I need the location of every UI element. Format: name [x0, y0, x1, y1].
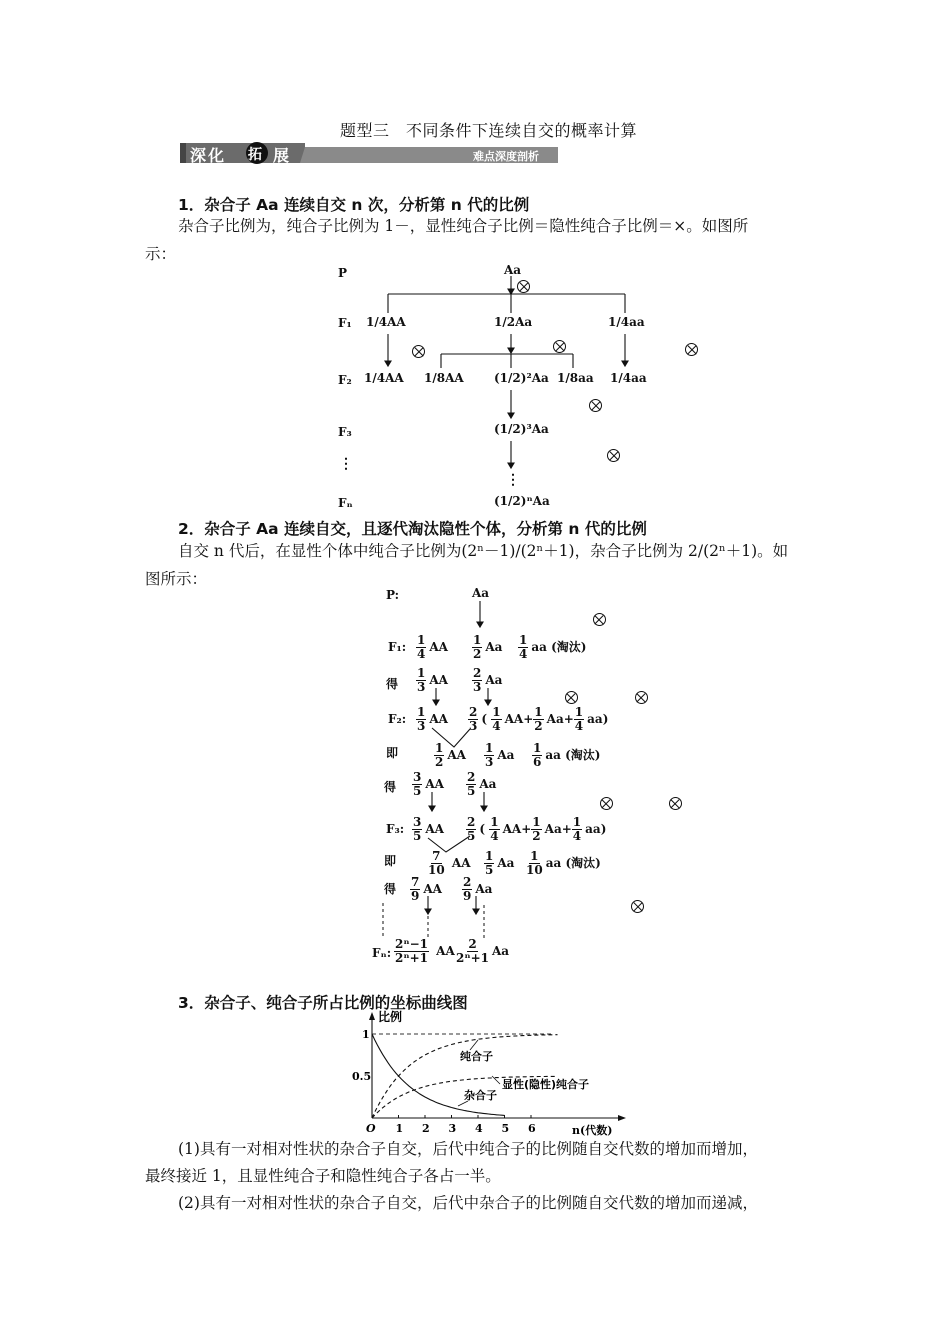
x-tick-label: 3: [448, 1122, 457, 1135]
d2-ji2-aa3-term: $\frac{1}{10}$ aa (淘汰): [526, 849, 601, 877]
d1-f1-item: 1/4aa: [608, 315, 645, 329]
d2-de1-aa-term: $\frac{1}{3}$ AA: [417, 666, 448, 694]
d2-ji1-aa-term: $\frac{1}{2}$ AA: [435, 741, 466, 769]
d1-f2-item: 1/8AA: [424, 371, 464, 385]
x-tick-label: 4: [475, 1122, 483, 1135]
d2-label-p: P:: [386, 588, 400, 602]
self-cross-icon: [593, 613, 606, 626]
section1-text-line1: 杂合子比例为，纯合子比例为 1－，显性纯合子比例＝隐性纯合子比例＝×。如图所: [178, 217, 749, 235]
self-cross-icon: [635, 691, 648, 704]
self-cross-icon: [565, 691, 578, 704]
d2-f1-aa-term: $\frac{1}{4}$ AA: [417, 633, 448, 661]
series-label-hetero: 杂合子: [464, 1089, 497, 1102]
d2-label-de: 得: [386, 677, 399, 691]
d2-ji1-aa2-term: $\frac{1}{3}$ Aa: [485, 741, 515, 769]
d2-ji2-aa-term: $\frac{7}{10}$ AA: [428, 849, 471, 877]
d2-label-f3: F₃:: [386, 822, 405, 836]
d2-label-de: 得: [384, 780, 397, 794]
section3-heading: 3．杂合子、纯合子所占比例的坐标曲线图: [178, 994, 468, 1012]
section-title: 题型三 不同条件下连续自交的概率计算: [340, 121, 638, 140]
d1-p-aa: Aa: [504, 263, 522, 277]
d2-de1-aa2-term: $\frac{2}{3}$ Aa: [473, 666, 503, 694]
self-cross-icon: [600, 797, 613, 810]
x-tick-label: O: [366, 1122, 376, 1135]
y-tick-label: 0.5: [352, 1070, 372, 1083]
d1-fn-item: (1/2)ⁿAa: [494, 494, 550, 508]
d2-ji1-aa3-term: $\frac{1}{6}$ aa (淘汰): [533, 741, 601, 769]
series-label-dominant-pure: 显性(隐性)纯合子: [502, 1078, 590, 1091]
banner-circle-char: 拓: [248, 147, 262, 163]
d1-dots: ⋮: [339, 456, 353, 472]
d2-label-f2: F₂:: [388, 712, 407, 726]
d2-label-ji: 即: [386, 746, 399, 760]
d1-f2-item: 1/4aa: [610, 371, 647, 385]
d2-f2-aa-term: $\frac{1}{3}$ AA: [417, 705, 448, 733]
self-cross-icon: [631, 900, 644, 913]
d1-f2-item: (1/2)²Aa: [494, 371, 549, 385]
d2-label-fn: Fₙ:: [372, 946, 392, 960]
banner-label-right: 展: [273, 146, 290, 165]
self-cross-icon: [669, 797, 682, 810]
banner-tag: 难点深度剖析: [473, 150, 539, 163]
d2-ji2-aa2-term: $\frac{1}{5}$ Aa: [485, 849, 515, 877]
d1-label-f3: F₃: [338, 425, 352, 439]
d1-f2-item: 1/4AA: [364, 371, 404, 385]
d2-de2-aa-term: $\frac{3}{5}$ AA: [413, 770, 444, 798]
d2-f3-expansion: $\frac{2}{5}$ ( $\frac{1}{4}$ AA+ $\frac{1}{2}$ Aa+ $\frac{1}{4}$ aa): [467, 815, 607, 843]
x-tick-label: 5: [501, 1122, 510, 1135]
d1-f2-item: 1/8aa: [557, 371, 594, 385]
banner-label-left: 深化: [190, 146, 227, 165]
x-tick-label: 2: [422, 1122, 430, 1135]
d2-de2-aa2-term: $\frac{2}{5}$ Aa: [467, 770, 497, 798]
x-axis-arrow: [618, 1115, 626, 1121]
x-axis-label: n(代数): [572, 1124, 613, 1137]
d1-label-fn: Fₙ: [338, 496, 353, 510]
section1-heading: 1．杂合子 Aa 连续自交 n 次，分析第 n 代的比例: [178, 196, 530, 214]
section1-text-line2: 示：: [145, 245, 177, 263]
d2-fn-aa-term: $\frac{\text{2ⁿ−1}}{\text{2ⁿ+1}}$ AA: [395, 937, 455, 965]
section2-text-line2: 图所示：: [145, 570, 208, 588]
x-tick-label: 1: [395, 1122, 404, 1135]
d2-de3-aa-term: $\frac{7}{9}$ AA: [411, 875, 442, 903]
d2-fn-aa2-term: $\frac{2}{\text{2ⁿ+1}}$ Aa: [456, 937, 510, 965]
d1-label-f1: F₁: [338, 316, 352, 330]
section2-heading: 2．杂合子 Aa 连续自交，且逐代淘汰隐性个体，分析第 n 代的比例: [178, 520, 647, 538]
y-axis-arrow: [369, 1012, 375, 1020]
leader-line: [458, 1101, 468, 1106]
d2-label-de: 得: [384, 882, 397, 896]
leader-line: [470, 1040, 478, 1050]
d1-dots: ⋮: [506, 472, 520, 488]
series-label-pure: 纯合子: [460, 1050, 493, 1063]
d2-f1-aa3-term: $\frac{1}{4}$ aa (淘汰): [519, 633, 587, 661]
d1-f1-item: 1/2Aa: [494, 315, 533, 329]
d2-p-aa: Aa: [472, 586, 490, 600]
section3-para2-line1: (2)具有一对相对性状的杂合子自交，后代中杂合子的比例随自交代数的增加而递减，: [178, 1194, 758, 1212]
d2-f1-aa2-term: $\frac{1}{2}$ Aa: [473, 633, 503, 661]
section3-para1-line1: (1)具有一对相对性状的杂合子自交，后代中纯合子的比例随自交代数的增加而增加，: [178, 1140, 758, 1158]
series-line: [372, 1035, 558, 1118]
ratio-curve-chart: [340, 1006, 640, 1136]
d1-label-p: P: [338, 266, 348, 280]
d2-f2-expansion: $\frac{2}{3}$ ( $\frac{1}{4}$ AA+ $\frac{1}{2}$ Aa+ $\frac{1}{4}$ aa): [469, 705, 609, 733]
d1-f3-item: (1/2)³Aa: [494, 422, 549, 436]
section3-para1-line2: 最终接近 1，且显性纯合子和隐性纯合子各占一半。: [145, 1167, 501, 1185]
x-tick-label: 6: [528, 1122, 536, 1135]
d2-de3-aa2-term: $\frac{2}{9}$ Aa: [463, 875, 493, 903]
section2-text-line1: 自交 n 代后，在显性个体中纯合子比例为(2ⁿ－1)/(2ⁿ＋1)，杂合子比例为 2/(2ⁿ＋1)。如: [178, 542, 789, 560]
d1-f1-item: 1/4AA: [366, 315, 406, 329]
d2-label-f1: F₁:: [388, 640, 407, 654]
y-axis-label: 比例: [378, 1010, 403, 1024]
d2-label-ji: 即: [384, 854, 397, 868]
d2-f3-aa-term: $\frac{3}{5}$ AA: [413, 815, 444, 843]
series-line: [372, 1034, 505, 1115]
d1-label-f2: F₂: [338, 373, 352, 387]
y-tick-label: 1: [362, 1028, 370, 1041]
